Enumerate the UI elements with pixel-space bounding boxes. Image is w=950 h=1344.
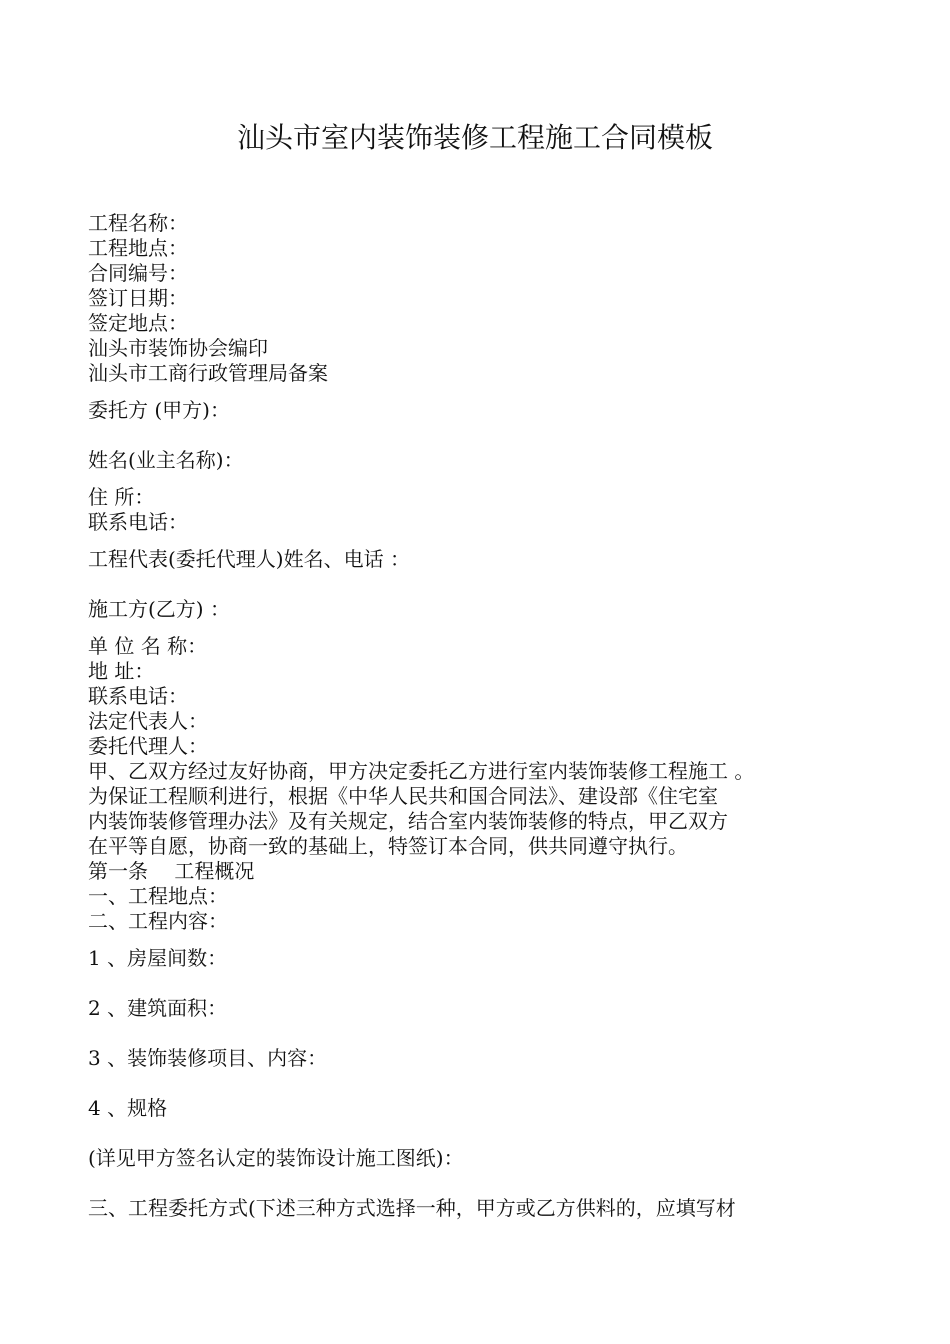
party-b-agent: 委托代理人： [88,734,208,758]
project-location-line: 工程地点： [88,236,188,260]
preamble-line: 甲、乙双方经过友好协商，甲方决定委托乙方进行室内装饰装修工程施工 。 [88,759,755,783]
article-1-item-2: 二、工程内容： [88,909,228,933]
article-1-heading: 第一条 工程概况 [88,859,255,883]
party-a-name: 姓名(业主名称)： [88,448,244,472]
party-b-address: 地 址： [88,659,155,683]
article-1-sub-4: 4 、规格 [88,1096,168,1120]
party-b-unit-name: 单 位 名 称： [88,634,208,658]
preamble-line: 内装饰装修管理办法》及有关规定，结合室内装饰装修的特点，甲乙双方 [88,809,728,833]
party-b-legal-rep: 法定代表人： [88,709,208,733]
party-a-heading: 委托方 (甲方)： [88,398,230,422]
compiled-by-line: 汕头市装饰协会编印 [88,336,268,360]
preamble-line: 为保证工程顺利进行，根据《中华人民共和国合同法》、建设部《住宅室 [88,784,718,808]
article-1-sub-3: 3 、装饰装修项目、内容： [88,1046,328,1070]
article-1-item-1: 一、工程地点： [88,884,228,908]
signing-place-line: 签定地点： [88,311,188,335]
filed-by-line: 汕头市工商行政管理局备案 [88,361,328,385]
contract-number-line: 合同编号： [88,261,188,285]
party-a-address: 住 所： [88,485,155,509]
article-1-sub-1: 1 、房屋间数： [88,946,228,970]
signing-date-line: 签订日期： [88,286,188,310]
document-title: 汕头市室内装饰装修工程施工合同模板 [236,121,713,154]
party-b-phone: 联系电话： [88,684,188,708]
article-1-item-3: 三、工程委托方式(下述三种方式选择一种，甲方或乙方供料的，应填写材 [88,1196,736,1220]
party-b-heading: 施工方(乙方) ： [88,597,230,621]
party-a-representative: 工程代表(委托代理人)姓名、电话 ： [88,547,410,571]
project-name-line: 工程名称： [88,211,188,235]
article-1-note: (详见甲方签名认定的装饰设计施工图纸)： [88,1146,464,1170]
article-1-sub-2: 2 、建筑面积： [88,996,228,1020]
party-a-phone: 联系电话： [88,510,188,534]
preamble-line: 在平等自愿，协商一致的基础上，特签订本合同，供共同遵守执行。 [88,834,688,858]
